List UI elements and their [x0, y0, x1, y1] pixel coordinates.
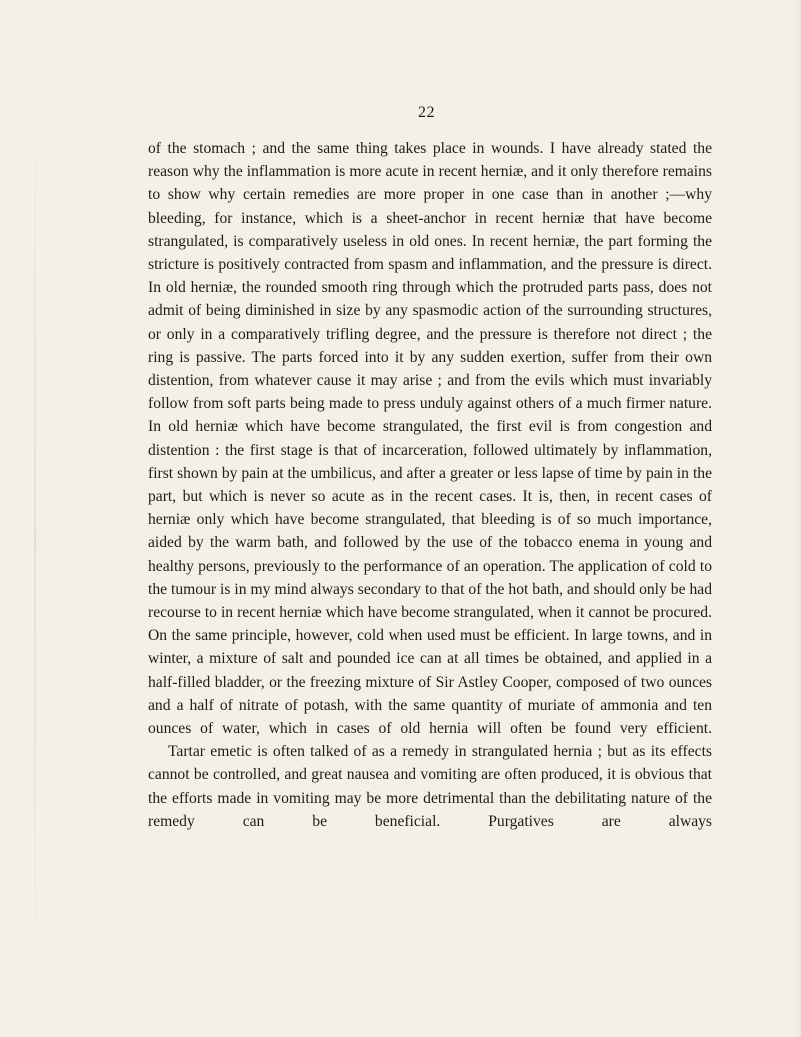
body-text [148, 137, 712, 833]
page-shadow [34, 70, 36, 1010]
page-number: 22 [418, 104, 435, 121]
page-edge [795, 0, 801, 1037]
paragraph-2: Tartar emetic is often talked of as a remedy in strangulated hernia ; but as its effects cannot be controlled, and great nausea and vomiting are often produced, it is obvious that the efforts made in vomiting may be more detrimental than the debilitating nature of the remedy can be beneficial. Purgatives are always [148, 743, 712, 830]
paragraph-1: of the stomach ; and the same thing takes place in wounds. I have already stated the reason why the inflammation is more acute in recent herniæ, and it only therefore remains to show why certain remedies are more proper in one case than in another ;—why bleeding, for instance, which is a sheet-anchor in recent herniæ that have become strangulated, is comparatively useless in old ones. In recent herniæ, the part forming the stricture is positively contracted from spasm and inflammation, and the pressure is direct. In old herniæ, the rounded smooth ring through which the protruded parts pass, does not admit of being diminished in size by any spasmodic action of the surrounding structures, or only in a comparatively trifling degree, and the pressure is therefore not direct ; the ring is passive. The parts forced into it by any sudden exertion, suffer from their own distention, from whatever cause it may arise ; and from the evils which must invariably follow from soft parts being made to press unduly against others of a much firmer nature. In old herniæ which have become strangulated, the first evil is from congestion and distention : the first stage is that of incarceration, followed ultimately by inflammation, first shown by pain at the umbilicus, and after a greater or less lapse of time by pain in the part, but which is never so acute as in the recent cases. It is, then, in recent cases of herniæ only which have become strangulated, that bleeding is of so much importance, aided by the warm bath, and followed by the use of the tobacco enema in young and healthy persons, previously to the performance of an operation. The application of cold to the tumour is in my mind always secondary to that of the hot bath, and should only be had recourse to in recent herniæ which have become strangulated, when it cannot be procured. On the same principle, however, cold when used must be efficient. In large towns, and in winter, a mixture of salt and pounded ice can at all times be obtained, and applied in a half-filled bladder, or the freezing mixture of Sir Astley Cooper, composed of two ounces and a half of nitrate of potash, with the same quantity of muriate of ammonia and ten ounces of water, which in cases of old hernia will often be found very efficient. [148, 140, 712, 738]
